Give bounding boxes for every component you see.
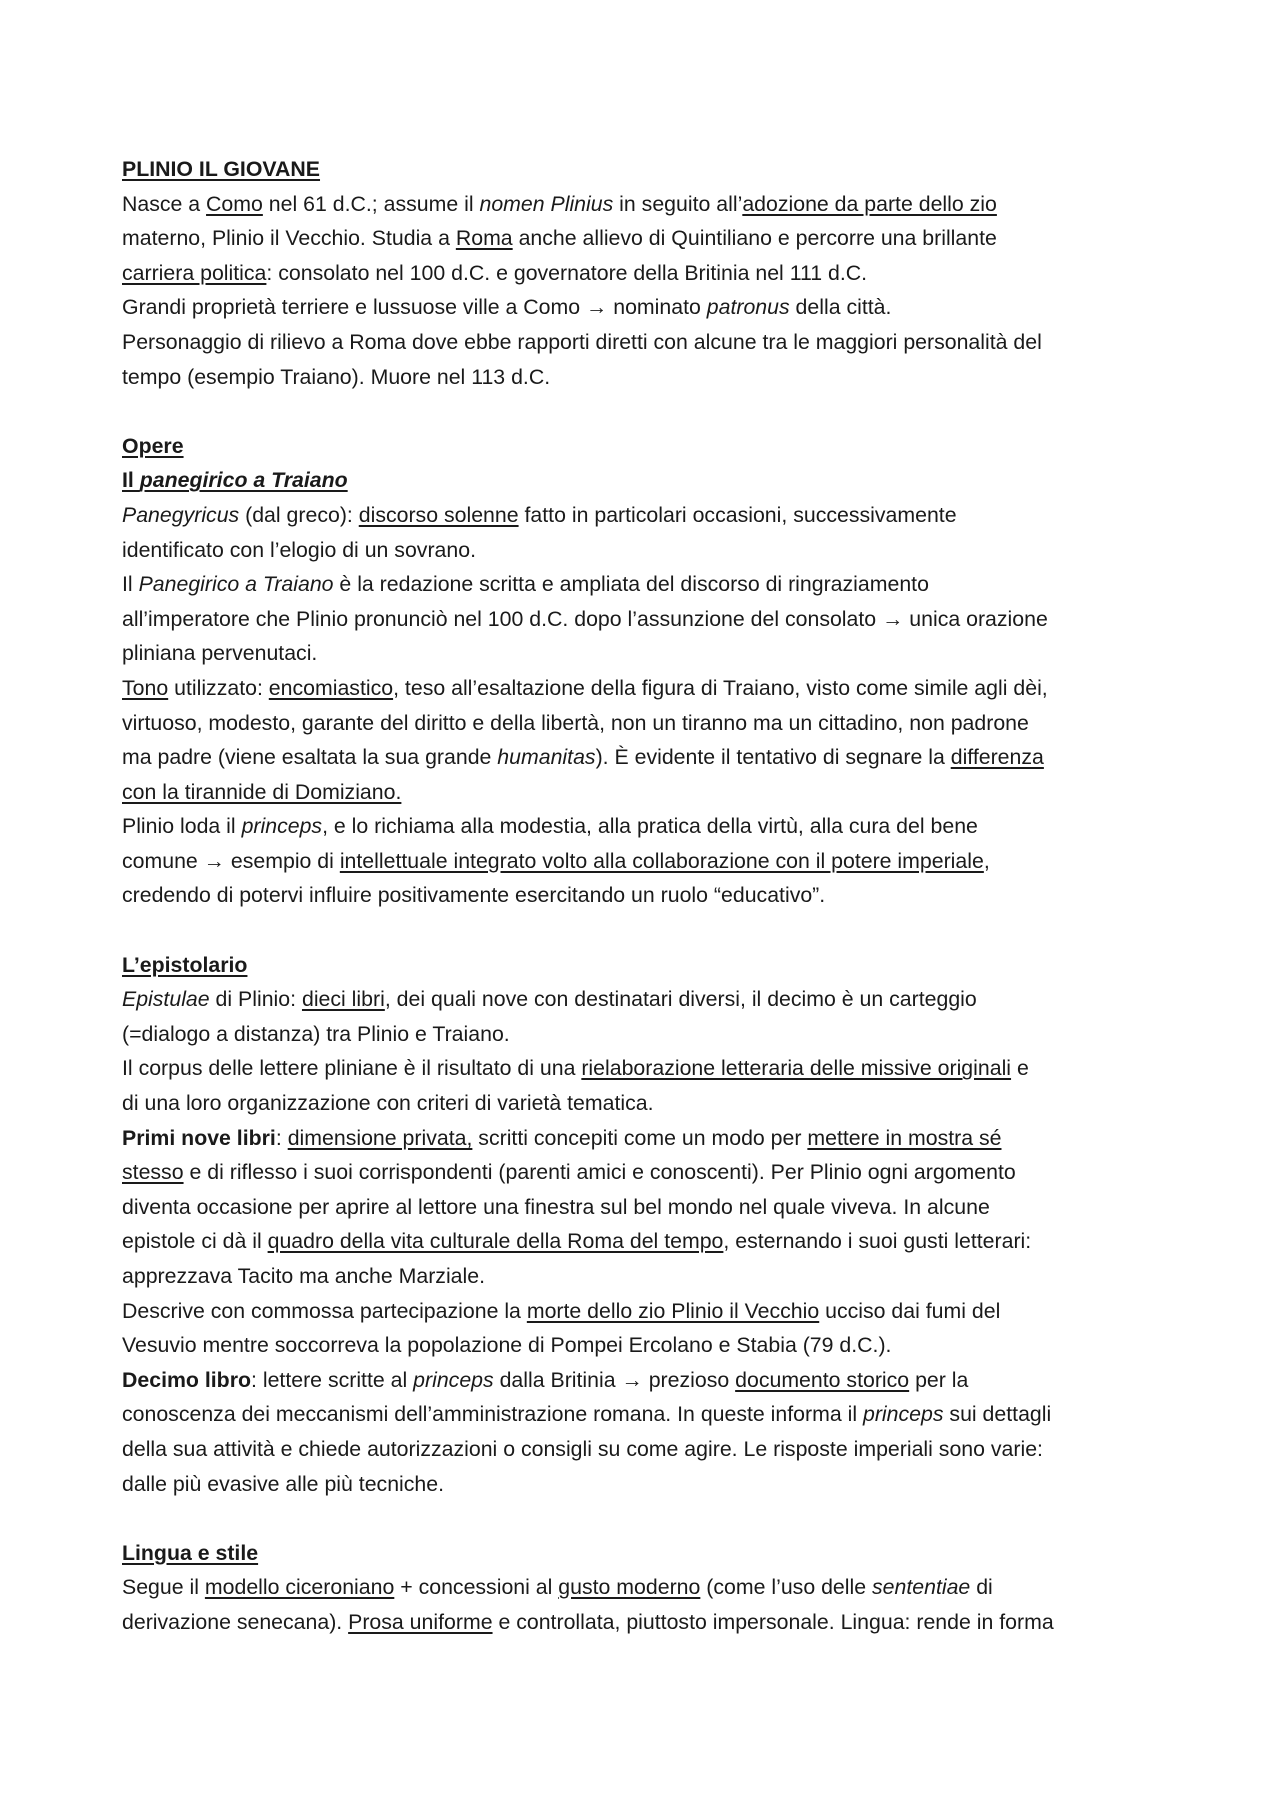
text-run: morte dello zio Plinio il Vecchio xyxy=(526,1298,820,1323)
text-line xyxy=(122,1294,1162,1329)
text-line xyxy=(122,1432,1162,1467)
text-run: comune → esempio di xyxy=(122,848,340,873)
text-line xyxy=(122,1155,1162,1190)
text-run: L’epistolario xyxy=(122,952,248,977)
text-run: , esternando i suoi gusti letterari: xyxy=(723,1229,1032,1254)
text-run: dimensione privata, xyxy=(287,1125,473,1150)
text-run: humanitas xyxy=(497,745,596,770)
text-line xyxy=(122,221,1162,256)
text-run: pliniana pervenutaci. xyxy=(122,641,318,666)
text-run: , dei quali nove con destinatari diversi, il decimo è un carteggio xyxy=(384,987,977,1012)
text-run: + concessioni al xyxy=(394,1575,559,1600)
text-run: anche allievo di Quintiliano e percorre una brillante xyxy=(512,226,997,251)
text-run: derivazione senecana). xyxy=(122,1609,349,1634)
text-run: Panegirico a Traiano xyxy=(138,572,334,597)
blank-line xyxy=(122,1501,1162,1536)
text-run: Grandi proprietà terriere e lussuose ville a Como → nominato xyxy=(122,295,707,320)
text-run: stesso xyxy=(122,1160,184,1185)
text-run: Como xyxy=(206,191,263,216)
text-run: con la tirannide di Domiziano. xyxy=(122,779,402,804)
text-run: Personaggio di rilievo a Roma dove ebbe rapporti diretti con alcune tra le maggiori personalità del xyxy=(122,329,1042,354)
text-run: nel 61 d.C.; assume il xyxy=(262,191,480,216)
document-page xyxy=(122,152,1162,1640)
text-run: Primi nove libri xyxy=(122,1125,276,1150)
text-run: e xyxy=(1011,1056,1029,1081)
text-run: dieci libri xyxy=(301,987,385,1012)
text-line xyxy=(122,1397,1162,1432)
text-line xyxy=(122,1363,1162,1398)
text-run: dalle più evasive alle più tecniche. xyxy=(122,1471,445,1496)
text-run: , e lo richiama alla modestia, alla pratica della virtù, alla cura del bene xyxy=(322,814,978,839)
text-run: Tono xyxy=(122,675,169,700)
text-run: gusto moderno xyxy=(558,1575,701,1600)
text-line xyxy=(122,1570,1162,1605)
text-run: di una loro organizzazione con criteri di varietà tematica. xyxy=(122,1091,654,1116)
text-run: della sua attività e chiede autorizzazioni o consigli su come agire. Le risposte imperiali sono varie: xyxy=(122,1436,1043,1461)
section-heading xyxy=(122,152,1162,187)
text-run: di xyxy=(970,1575,993,1600)
text-line xyxy=(122,325,1162,360)
text-run: Opere xyxy=(122,433,184,458)
text-line xyxy=(122,1259,1162,1294)
text-run: Decimo libro xyxy=(122,1367,251,1392)
text-run: e controllata, piuttosto impersonale. Lingua: rende in forma xyxy=(492,1609,1054,1634)
text-run: nomen Plinius xyxy=(479,191,614,216)
text-line xyxy=(122,706,1162,741)
text-run: epistole ci dà il xyxy=(122,1229,268,1254)
text-run: princeps xyxy=(863,1402,944,1427)
text-run: Lingua e stile xyxy=(122,1540,259,1565)
text-line xyxy=(122,982,1162,1017)
section-heading xyxy=(122,429,1162,464)
text-run: scritti concepiti come un modo per xyxy=(472,1125,808,1150)
text-line xyxy=(122,567,1162,602)
text-run: panegirico a Traiano xyxy=(139,468,348,493)
text-run: diventa occasione per aprire al lettore una finestra sul bel mondo nel quale viveva. In alcune xyxy=(122,1194,990,1219)
text-line xyxy=(122,809,1162,844)
text-line xyxy=(122,533,1162,568)
text-run: sententiae xyxy=(872,1575,971,1600)
text-run: fatto in particolari occasioni, successivamente xyxy=(518,502,957,527)
text-run: conoscenza dei meccanismi dell’amministrazione romana. In queste informa il xyxy=(122,1402,863,1427)
text-line xyxy=(122,1086,1162,1121)
text-run: Panegyricus xyxy=(122,502,240,527)
text-run: intellettuale integrato volto alla collaborazione con il potere imperiale xyxy=(339,848,984,873)
text-run: e di riflesso i suoi corrispondenti (parenti amici e conoscenti). Per Plinio ogni argomento xyxy=(183,1160,1016,1185)
text-run: ma padre (viene esaltata la sua grande xyxy=(122,745,498,770)
text-run: di Plinio: xyxy=(209,987,302,1012)
text-run: , teso all’esaltazione della figura di Traiano, visto come simile agli dèi, xyxy=(393,675,1048,700)
text-run: è la redazione scritta e ampliata del discorso di ringraziamento xyxy=(333,572,929,597)
blank-line xyxy=(122,394,1162,429)
text-run: Il xyxy=(122,572,139,597)
text-run: documento storico xyxy=(735,1367,910,1392)
text-line xyxy=(122,1605,1162,1640)
text-run: encomiastico xyxy=(268,675,394,700)
section-heading xyxy=(122,1536,1162,1571)
text-run: virtuoso, modesto, garante del diritto e della libertà, non un tiranno ma un cittadino, non padrone xyxy=(122,710,1029,735)
text-line xyxy=(122,498,1162,533)
text-run: ). È evidente il tentativo di segnare la xyxy=(595,745,951,770)
text-run: princeps xyxy=(413,1367,494,1392)
text-run: utilizzato: xyxy=(168,675,269,700)
text-run: materno, Plinio il Vecchio. Studia a xyxy=(122,226,456,251)
text-run: dalla Britinia → prezioso xyxy=(493,1367,736,1392)
text-run: della città. xyxy=(789,295,892,320)
text-run: princeps xyxy=(241,814,323,839)
text-run: Segue il xyxy=(122,1575,205,1600)
text-run: : consolato nel 100 d.C. e governatore della Britinia nel 111 d.C. xyxy=(266,260,868,285)
text-line xyxy=(122,1017,1162,1052)
text-line xyxy=(122,775,1162,810)
text-run: (=dialogo a distanza) tra Plinio e Traiano. xyxy=(122,1021,510,1046)
text-run: (dal greco): xyxy=(239,502,359,527)
text-run: Roma xyxy=(455,226,513,251)
text-line xyxy=(122,878,1162,913)
text-run: sui dettagli xyxy=(943,1402,1052,1427)
text-run: mettere in mostra sé xyxy=(807,1125,1002,1150)
text-line xyxy=(122,1190,1162,1225)
text-run: differenza xyxy=(950,745,1044,770)
text-run: credendo di potervi influire positivamente esercitando un ruolo “educativo”. xyxy=(122,883,826,908)
text-run: modello ciceroniano xyxy=(204,1575,395,1600)
text-run: all’imperatore che Plinio pronunciò nel 100 d.C. dopo l’assunzione del consolato → unica orazione xyxy=(122,606,1048,631)
text-run: identificato con l’elogio di un sovrano. xyxy=(122,537,476,562)
text-run: quadro della vita culturale della Roma del tempo xyxy=(267,1229,724,1254)
text-line xyxy=(122,1051,1162,1086)
blank-line xyxy=(122,913,1162,948)
text-line xyxy=(122,187,1162,222)
text-line xyxy=(122,1224,1162,1259)
text-line xyxy=(122,740,1162,775)
text-line xyxy=(122,256,1162,291)
text-run: ucciso dai fumi del xyxy=(819,1298,1001,1323)
text-run: Prosa uniforme xyxy=(348,1609,493,1634)
text-run: adozione da parte dello zio xyxy=(742,191,997,216)
text-line xyxy=(122,844,1162,879)
text-line xyxy=(122,671,1162,706)
section-heading xyxy=(122,463,1162,498)
text-run: Descrive con commossa partecipazione la xyxy=(122,1298,527,1323)
text-run: Nasce a xyxy=(122,191,207,216)
text-line xyxy=(122,1467,1162,1502)
section-heading xyxy=(122,948,1162,983)
text-run: per la xyxy=(909,1367,969,1392)
text-line xyxy=(122,1328,1162,1363)
text-line xyxy=(122,1121,1162,1156)
text-run: Vesuvio mentre soccorreva la popolazione di Pompei Ercolano e Stabia (79 d.C.). xyxy=(122,1333,892,1358)
text-line xyxy=(122,360,1162,395)
text-run: PLINIO IL GIOVANE xyxy=(122,157,321,181)
text-run: , xyxy=(983,848,990,873)
text-run: : xyxy=(275,1125,288,1150)
text-run: : lettere scritte al xyxy=(251,1367,414,1392)
text-run: Epistulae xyxy=(122,987,210,1012)
text-run: Il corpus delle lettere pliniane è il risultato di una xyxy=(122,1056,582,1081)
text-line xyxy=(122,290,1162,325)
text-run: in seguito all’ xyxy=(613,191,743,216)
text-run: Il xyxy=(122,468,140,493)
text-line xyxy=(122,602,1162,637)
text-run: tempo (esempio Traiano). Muore nel 113 d.C. xyxy=(122,364,551,389)
text-run: Plinio loda il xyxy=(122,814,242,839)
text-run: carriera politica xyxy=(122,260,267,285)
text-run: (come l’uso delle xyxy=(700,1575,872,1600)
text-run: discorso solenne xyxy=(358,502,519,527)
text-line xyxy=(122,636,1162,671)
text-run: patronus xyxy=(706,295,790,320)
text-run: apprezzava Tacito ma anche Marziale. xyxy=(122,1264,486,1288)
text-run: rielaborazione letteraria delle missive originali xyxy=(581,1056,1012,1081)
